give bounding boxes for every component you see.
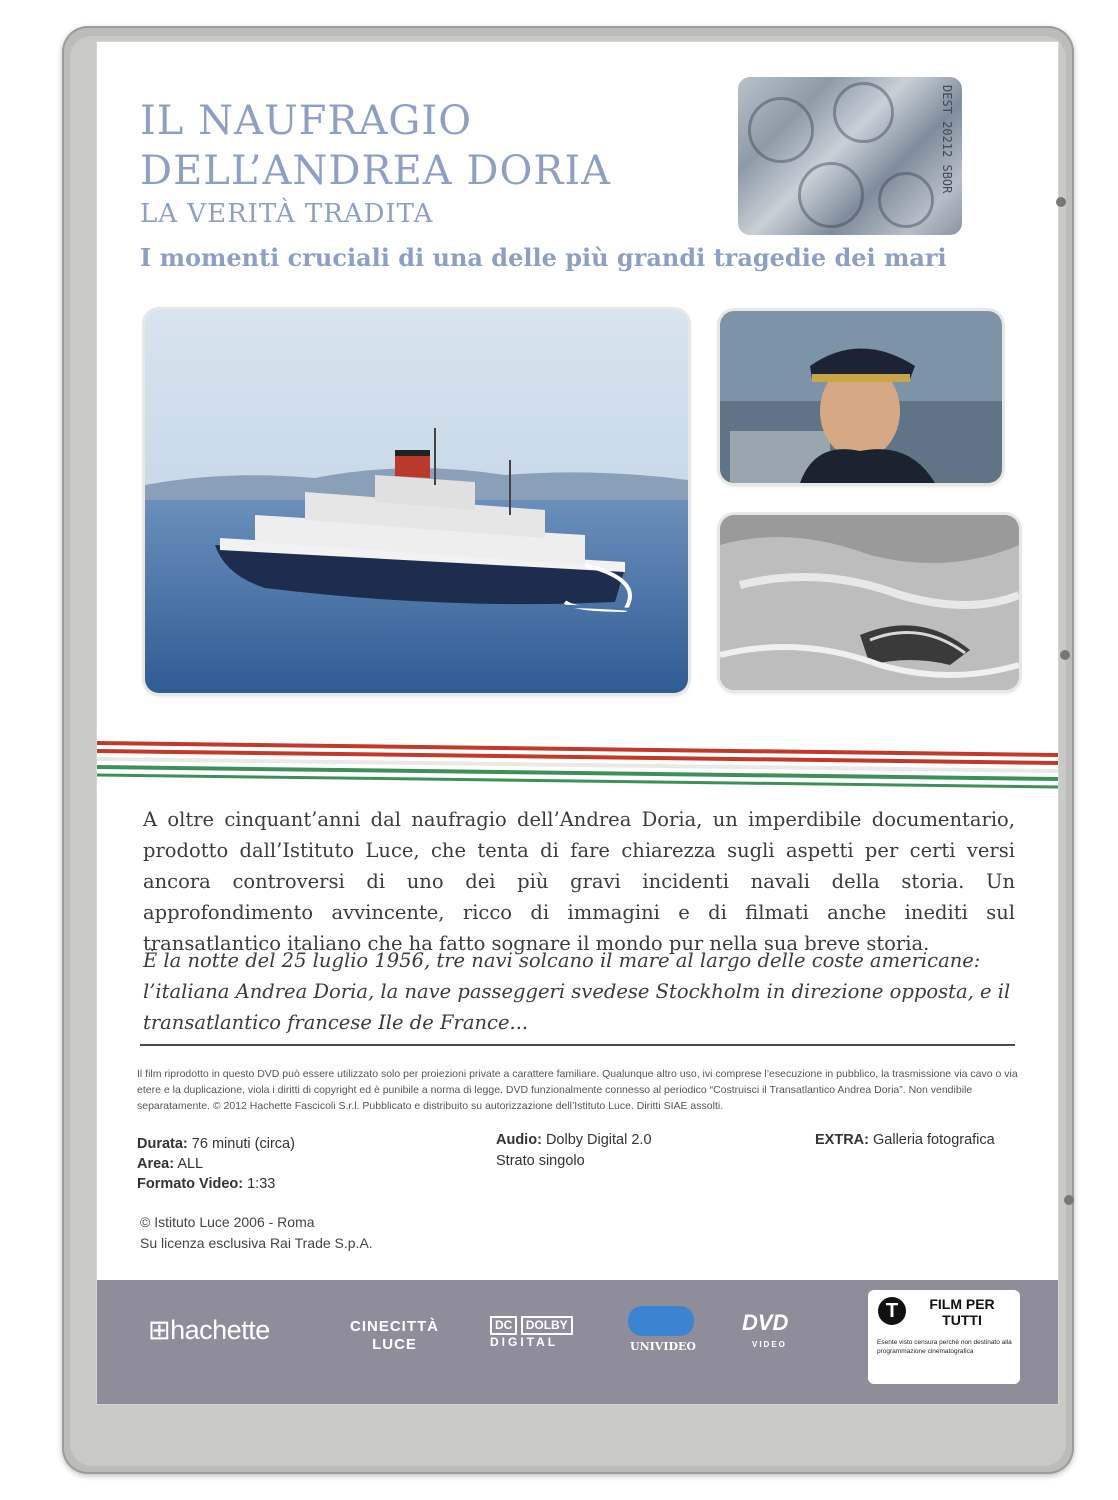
spec-label: Durata: xyxy=(137,1136,188,1152)
spec-durata xyxy=(137,1134,295,1155)
spec-audio xyxy=(496,1130,652,1151)
dolby-digital-logo xyxy=(490,1316,573,1350)
copyright xyxy=(140,1212,373,1254)
spec-area xyxy=(137,1154,203,1175)
hologram-ring xyxy=(798,162,864,228)
legal-notice: Il film riprodotto in questo DVD può essere utilizzato solo per proiezioni private a carattere familiare. Qualunque altro uso, ivi comprese l’esecuzione in pubblico, la trasmissione via cavo o via etere e la duplicazione, viola i diritti di copyright ed è punibile a norma di legge. DVD funzionalmente connesso al periodico “Costruisci il Transatlantico Andrea Doria”. Non vendibile separatamente. © 2012 Hachette Fascicoli S.r.l. Pubblicato e distribuito su autorizzazione dell’Istituto Luce. Diritti SIAE assolti. xyxy=(137,1068,1018,1112)
univideo-text: UNIVIDEO xyxy=(630,1340,696,1353)
spec-label: Formato Video: xyxy=(137,1176,244,1192)
case-clip xyxy=(1056,197,1066,207)
dvd-text: DVD xyxy=(742,1310,789,1335)
luce-text: LUCE xyxy=(372,1336,417,1353)
digital-text: DIGITAL xyxy=(490,1335,559,1349)
univideo-logo xyxy=(628,1306,694,1358)
univideo-cloud-icon xyxy=(628,1306,694,1336)
dolby-text: DOLBY xyxy=(521,1316,573,1335)
film-per-tutti-icon: T xyxy=(878,1297,906,1325)
film-per-tutti-title: FILM PER TUTTI xyxy=(929,1296,995,1328)
title-block xyxy=(140,96,611,232)
case-clip xyxy=(1064,1195,1074,1205)
divider xyxy=(140,1044,1015,1046)
title-line-1: IL NAUFRAGIO xyxy=(140,98,472,144)
spec-label: Area: xyxy=(137,1156,175,1172)
spec-value: 1:33 xyxy=(247,1176,276,1192)
spec-value: ALL xyxy=(177,1156,204,1172)
film-per-tutti-note: Esente visto censura perchè non destinato alla programmazione cinematografica xyxy=(877,1339,1012,1355)
hachette-logo-text: hachette xyxy=(170,1315,270,1345)
wreck-photo xyxy=(720,515,1019,690)
dvd-video-text: VIDEO xyxy=(752,1340,787,1349)
italian-flag-stripe xyxy=(97,735,1058,793)
spec-value: 76 minuti (circa) xyxy=(191,1136,295,1152)
copyright-line-2: Su licenza esclusiva Rai Trade S.p.A. xyxy=(140,1235,373,1251)
hologram-ring xyxy=(833,82,894,143)
dolby-double-d-icon: DC xyxy=(490,1316,517,1335)
spec-extra xyxy=(815,1130,995,1151)
hologram-sticker xyxy=(738,77,962,235)
hachette-mark-icon: ⊞ xyxy=(148,1315,171,1345)
film-per-tutti-badge xyxy=(868,1290,1020,1384)
spec-formato xyxy=(137,1174,275,1195)
hologram-code: DEST 20212 SBOR xyxy=(940,85,954,194)
description-italic: È la notte del 25 luglio 1956, tre navi solcano il mare al largo delle coste americane: l’italiana Andrea Doria, la nave passeggeri svedese Stockholm in direzione opposta, e il transatlantico francese Ile de France... xyxy=(143,949,1011,1034)
ship-photo xyxy=(145,310,688,693)
tagline: I momenti cruciali di una delle più grandi tragedie dei mari xyxy=(140,243,947,272)
hologram-ring xyxy=(878,172,934,228)
dvd-video-logo xyxy=(742,1312,788,1356)
cinecitta-luce-logo xyxy=(350,1318,439,1354)
cinecitta-text: CINECITTÀ xyxy=(350,1318,439,1335)
spec-value: Galleria fotografica xyxy=(873,1132,995,1148)
hologram-ring xyxy=(748,97,814,163)
copyright-line-1: © Istituto Luce 2006 - Roma xyxy=(140,1214,315,1230)
hachette-logo xyxy=(148,1315,270,1346)
spec-label: EXTRA: xyxy=(815,1132,869,1148)
subtitle: LA VERITÀ TRADITA xyxy=(140,199,434,229)
description-paragraph: A oltre cinquant’anni dal naufragio dell’Andrea Doria, un imperdibile documentario, prodotto dall’Istituto Luce, che tenta di fare chiarezza sugli aspetti per certi versi ancora controversi di uno dei più gravi incidenti navali della storia. Un approfondimento avvincente, ricco di immagini e di filmati anche inediti sul transatlantico italiano che ha fatto sognare il mondo pur nella sua breve storia. xyxy=(143,808,1015,955)
spec-strato: Strato singolo xyxy=(496,1153,585,1169)
captain-photo xyxy=(720,311,1002,483)
spec-label: Audio: xyxy=(496,1132,542,1148)
title-line-2: DELL’ANDREA DORIA xyxy=(140,148,612,194)
spec-value: Dolby Digital 2.0 xyxy=(545,1132,652,1148)
case-clip xyxy=(1060,650,1070,660)
